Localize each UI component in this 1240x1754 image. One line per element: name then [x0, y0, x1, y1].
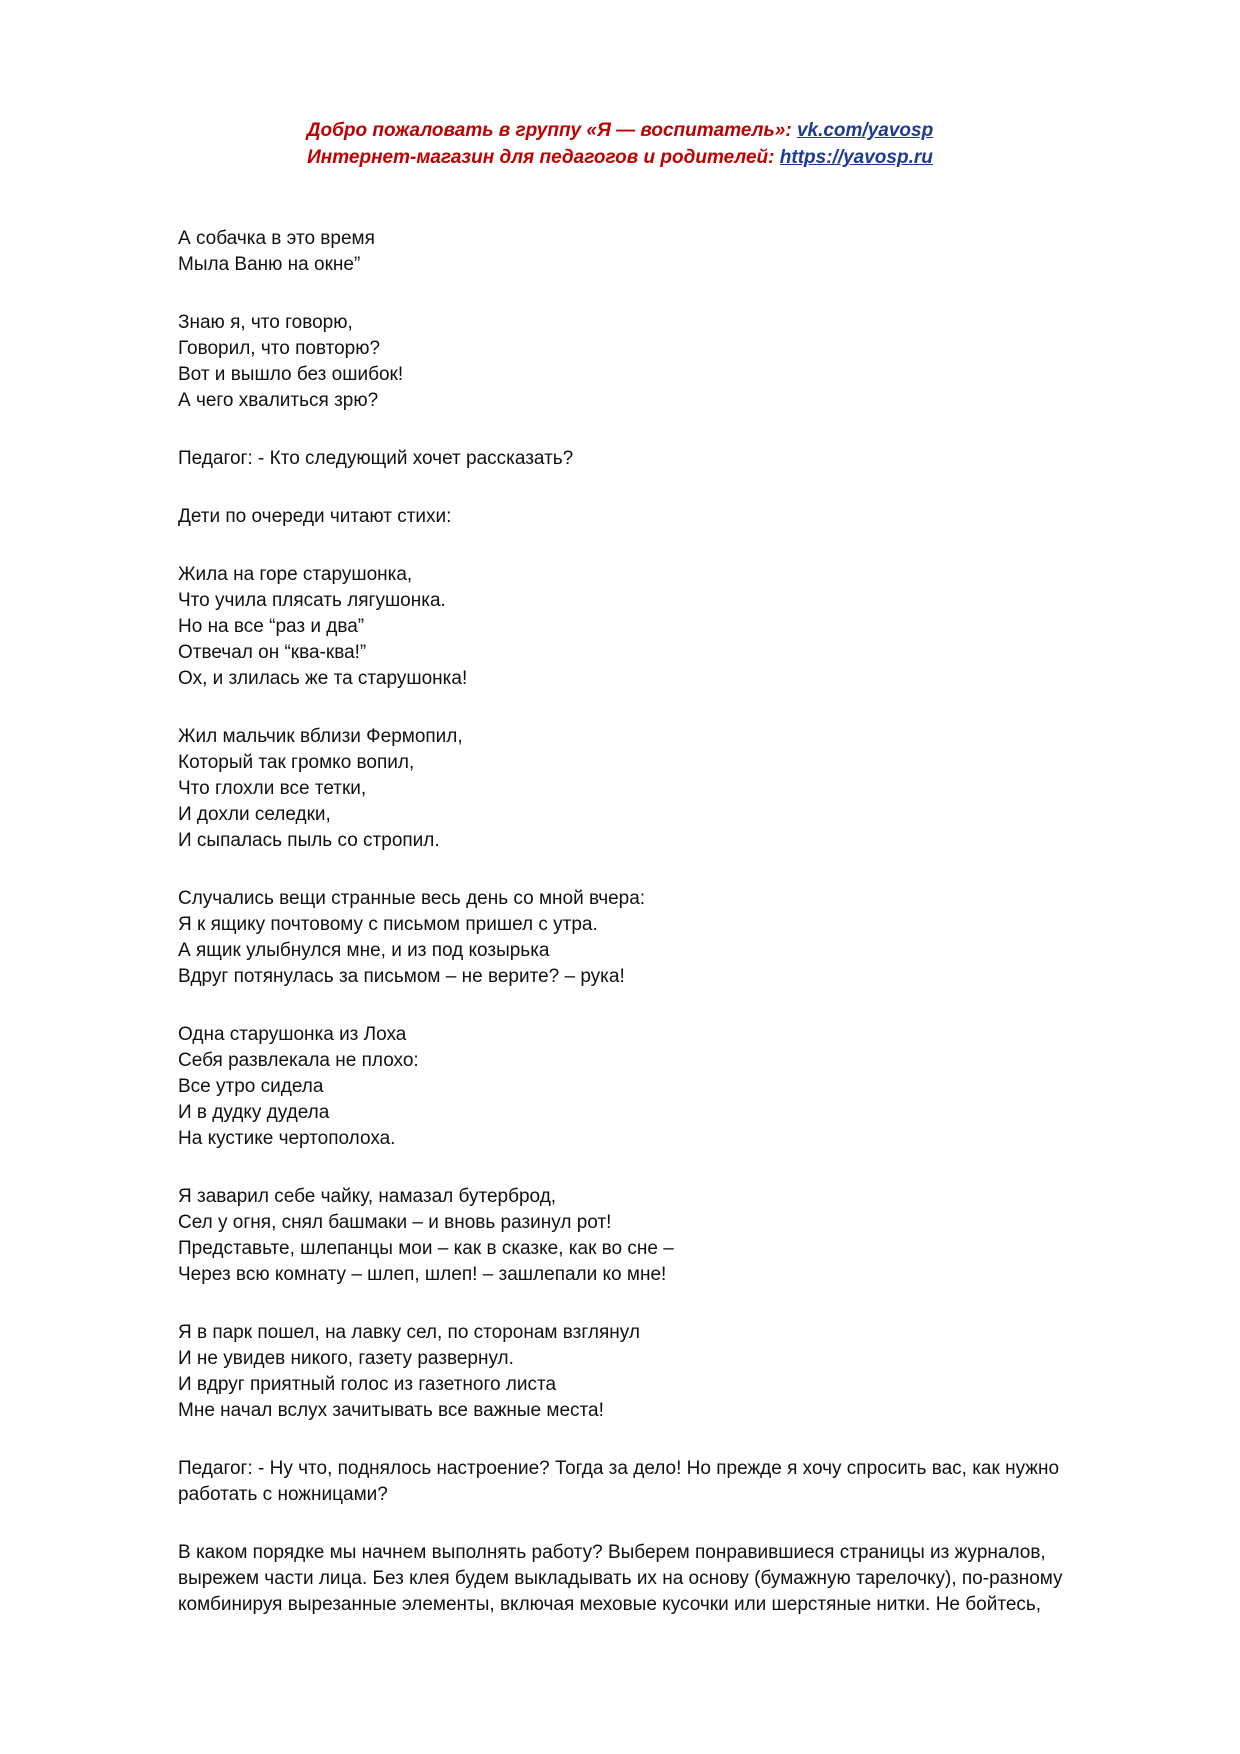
poem-mailbox [178, 886, 1128, 990]
text-line: Случались вещи странные весь день со мной вчера: [178, 888, 646, 909]
stage-direction [178, 504, 1128, 530]
text-line: И дохли селедки, [178, 804, 331, 825]
text-line: Все утро сидела [178, 1076, 324, 1097]
text-line: Через всю комнату – шлеп, шлеп! – зашлепали ко мне! [178, 1264, 667, 1285]
text-line: Сел у огня, снял башмаки – и вновь разинул рот! [178, 1212, 612, 1233]
text-line: Вдруг потянулась за письмом – не верите? – рука! [178, 966, 625, 987]
shop-link[interactable]: https://yavosp.ru [779, 147, 933, 168]
poem-stanza-1 [178, 226, 1128, 278]
text-line: И сыпалась пыль со стропил. [178, 830, 440, 851]
text-line: Мне начал вслух зачитывать все важные места! [178, 1400, 604, 1421]
text-line: комбинируя вырезанные элементы, включая меховые кусочки или шерстяные нитки. Не бойтесь, [178, 1594, 1042, 1615]
text-line: На кустике чертополоха. [178, 1128, 396, 1149]
text-line: Педагог: - Кто следующий хочет рассказать? [178, 448, 574, 469]
text-line: Знаю я, что говорю, [178, 312, 353, 333]
poem-limerick-2 [178, 724, 1128, 854]
text-line: Дети по очереди читают стихи: [178, 506, 452, 527]
text-line: Я заварил себе чайку, намазал бутерброд, [178, 1186, 557, 1207]
teacher-line-2 [178, 1456, 1128, 1508]
text-line: Одна старушонка из Лоха [178, 1024, 407, 1045]
text-line: И вдруг приятный голос из газетного листа [178, 1374, 557, 1395]
text-line: Мыла Ваню на окне” [178, 254, 361, 275]
text-line: Отвечал он “ква-ква!” [178, 642, 367, 663]
shop-invite-text: Интернет-магазин для педагогов и родителей: [307, 147, 780, 168]
header-line-shop [0, 144, 1240, 171]
text-line: Жила на горе старушонка, [178, 564, 413, 585]
text-line: И не увидев никого, газету развернул. [178, 1348, 514, 1369]
text-line: Педагог: - Ну что, поднялось настроение? Тогда за дело! Но прежде я хочу спросить вас, как нужно [178, 1458, 1060, 1479]
group-invite-text: Добро пожаловать в группу «Я — воспитатель»: [306, 120, 797, 141]
vk-group-link[interactable]: vk.com/yavosp [796, 120, 934, 141]
poem-limerick-1 [178, 562, 1128, 692]
poem-slippers [178, 1184, 1128, 1288]
teacher-line-1 [178, 446, 1128, 472]
text-line: Я в парк пошел, на лавку сел, по сторонам взглянул [178, 1322, 640, 1343]
text-line: Что глохли все тетки, [178, 778, 367, 799]
text-line: вырежем части лица. Без клея будем выкладывать их на основу (бумажную тарелочку), по-разному [178, 1568, 1063, 1589]
text-line: И в дудку дудела [178, 1102, 330, 1123]
text-line: Который так громко вопил, [178, 752, 415, 773]
text-line: Но на все “раз и два” [178, 616, 365, 637]
poem-limerick-3 [178, 1022, 1128, 1152]
text-line: Вот и вышло без ошибок! [178, 364, 404, 385]
header-line-group [0, 117, 1240, 144]
text-line: Жил мальчик вблизи Фермопил, [178, 726, 463, 747]
text-line: работать с ножницами? [178, 1484, 388, 1505]
text-line: Ох, и злилась же та старушонка! [178, 668, 468, 689]
document-body [178, 226, 1128, 1618]
text-line: Представьте, шлепанцы мои – как в сказке, как во сне – [178, 1238, 674, 1259]
text-line: Себя развлекала не плохо: [178, 1050, 419, 1071]
page-header [0, 117, 1240, 171]
text-line: В каком порядке мы начнем выполнять работу? Выберем понравившиеся страницы из журналов, [178, 1542, 1046, 1563]
text-line: А ящик улыбнулся мне, и из под козырька [178, 940, 550, 961]
text-line: А собачка в это время [178, 228, 375, 249]
instructions-paragraph [178, 1540, 1128, 1618]
poem-stanza-2 [178, 310, 1128, 414]
text-line: Что учила плясать лягушонка. [178, 590, 446, 611]
text-line: Говорил, что повторю? [178, 338, 381, 359]
poem-newspaper [178, 1320, 1128, 1424]
text-line: Я к ящику почтовому с письмом пришел с утра. [178, 914, 598, 935]
text-line: А чего хвалиться зрю? [178, 390, 379, 411]
